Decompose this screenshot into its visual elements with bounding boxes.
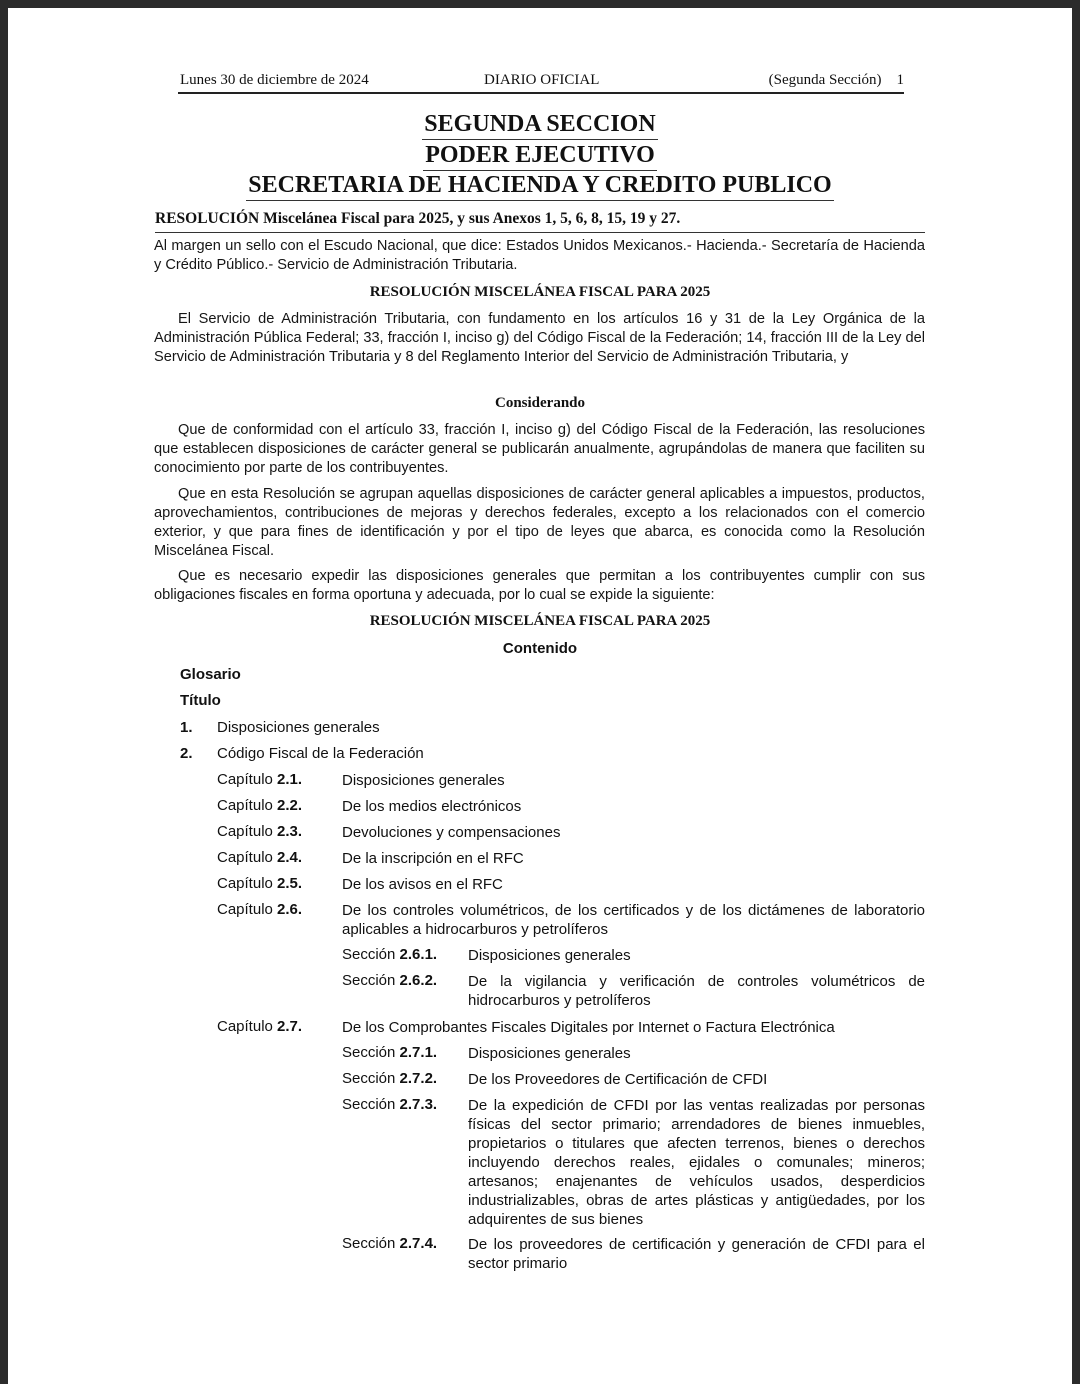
section-label: [342, 946, 437, 963]
intro-paragraph: El Servicio de Administración Tributaria, con fundamento en los artículos 16 y 31 de la Ley Orgánica de la Administración Pública Federal; 33, fracción I, inciso g) del Código Fiscal de la Federación; 14, fracción III de la Ley del Servicio de Administración Tributaria y 8 del Reglamento Interior del Servicio de Administración Tributaria, y: [154, 311, 925, 365]
section-label: [342, 1096, 437, 1113]
section-number: 2.6.2.: [399, 972, 438, 989]
chapter-title: Disposiciones generales: [342, 772, 505, 789]
section-title: Disposiciones generales: [468, 1045, 631, 1062]
chapter-label: [217, 1018, 302, 1035]
resolution-heading: RESOLUCIÓN MISCELÁNEA FISCAL PARA 2025: [369, 284, 711, 300]
chapter-title: Devoluciones y compensaciones: [342, 824, 561, 841]
section-number: 2.7.3.: [399, 1096, 438, 1113]
chapter-number: 2.1.: [277, 771, 303, 788]
section-title: De la vigilancia y verificación de controles volumétricos de hidrocarburos y petrolíferos: [468, 973, 925, 1009]
resolution-summary: [155, 210, 925, 233]
section-word: Sección: [342, 1070, 396, 1087]
toc-title-2-number: 2.: [180, 745, 193, 762]
chapter-number: 2.2.: [277, 797, 303, 814]
page-number: 1: [896, 72, 904, 88]
chapter-label: [217, 875, 302, 892]
running-header: [178, 70, 904, 94]
chapter-label: [217, 823, 302, 840]
chapter-number: 2.5.: [277, 875, 303, 892]
chapter-title: De los avisos en el RFC: [342, 876, 503, 893]
header-section: [769, 72, 904, 89]
ministry-title: [8, 172, 1072, 201]
contenido-heading: Contenido: [502, 640, 578, 657]
considerando-heading: Considerando: [494, 395, 586, 411]
ministry-title-text: SECRETARIA DE HACIENDA Y CREDITO PUBLICO: [246, 172, 833, 201]
chapter-number: 2.7.: [277, 1018, 303, 1035]
section-title-text: SEGUNDA SECCION: [422, 111, 657, 140]
section-label: [342, 1235, 437, 1252]
section-title: Disposiciones generales: [468, 947, 631, 964]
branch-title: [8, 142, 1072, 171]
chapter-word: Capítulo: [217, 849, 273, 866]
section-word: Sección: [342, 972, 396, 989]
section-title: De la expedición de CFDI por las ventas realizadas por personas físicas del sector primario; arrendadores de bienes inmuebles, propietarios o titulares que afecten terrenos, bienes o derechos incluyendo derechos reales, ejidales o comunales; mineros; artesanos; enajenantes de vehículos usados, desperdicios industrializables, obras de artes plásticas y antigüedades, por los adquirentes de sus bienes: [468, 1097, 925, 1228]
section-number: 2.6.1.: [399, 946, 438, 963]
section-label: [342, 1070, 437, 1087]
header-paper-name: DIARIO OFICIAL: [484, 72, 600, 88]
header-section-label: (Segunda Sección): [768, 72, 882, 88]
toc-title-1-text: Disposiciones generales: [217, 719, 380, 736]
chapter-label: [217, 901, 302, 918]
chapter-word: Capítulo: [217, 823, 273, 840]
chapter-word: Capítulo: [217, 875, 273, 892]
chapter-title: De la inscripción en el RFC: [342, 850, 524, 867]
chapter-label: [217, 771, 302, 788]
chapter-number: 2.6.: [277, 901, 303, 918]
toc-glosario: Glosario: [180, 666, 241, 683]
toc-titulo: Título: [180, 692, 221, 709]
section-number: 2.7.4.: [399, 1235, 438, 1252]
section-word: Sección: [342, 1096, 396, 1113]
branch-title-text: PODER EJECUTIVO: [423, 142, 657, 171]
section-title: [8, 111, 1072, 140]
considerando-paragraph-2: Que en esta Resolución se agrupan aquellas disposiciones de carácter general aplicables a impuestos, productos, aprovechamientos, contribuciones de mejoras y derechos federales, excepto a los relacionados con el comercio exterior, y que para fines de identificación y por el tipo de leyes que abarca, es conocida como la Resolución Miscelánea Fiscal.: [154, 486, 925, 559]
section-word: Sección: [342, 1044, 396, 1061]
section-word: Sección: [342, 1235, 396, 1252]
chapter-number: 2.4.: [277, 849, 303, 866]
section-number: 2.7.2.: [399, 1070, 438, 1087]
chapter-word: Capítulo: [217, 1018, 273, 1035]
chapter-number: 2.3.: [277, 823, 303, 840]
chapter-word: Capítulo: [217, 771, 273, 788]
chapter-label: [217, 797, 302, 814]
section-number: 2.7.1.: [399, 1044, 438, 1061]
resolution-rest: Miscelánea Fiscal para 2025, y sus Anexos 1, 5, 6, 8, 15, 19 y 27.: [263, 210, 681, 227]
chapter-title: De los Comprobantes Fiscales Digitales por Internet o Factura Electrónica: [342, 1019, 835, 1036]
toc-title-2-text: Código Fiscal de la Federación: [217, 745, 424, 762]
section-title: De los proveedores de certificación y generación de CFDI para el sector primario: [468, 1236, 925, 1272]
chapter-word: Capítulo: [217, 901, 273, 918]
section-word: Sección: [342, 946, 396, 963]
section-title: De los Proveedores de Certificación de CFDI: [468, 1071, 768, 1088]
resolution-lead: RESOLUCIÓN: [155, 210, 260, 227]
chapter-label: [217, 849, 302, 866]
section-label: [342, 1044, 437, 1061]
considerando-paragraph-1: Que de conformidad con el artículo 33, fracción I, inciso g) del Código Fiscal de la Federación, las resoluciones que establecen disposiciones de carácter general se publicarán anualmente, agrupándolas de manera que faciliten su conocimiento por parte de los contribuyentes.: [154, 422, 925, 476]
document-page: [8, 8, 1072, 1384]
header-date: Lunes 30 de diciembre de 2024: [180, 72, 369, 88]
considerando-paragraph-3: Que es necesario expedir las disposiciones generales que permitan a los contribuyentes cumplir con sus obligaciones fiscales en forma oportuna y adecuada, por lo cual se expide la siguiente:: [154, 568, 925, 603]
toc-title-1-number: 1.: [180, 719, 193, 736]
chapter-word: Capítulo: [217, 797, 273, 814]
chapter-title: De los medios electrónicos: [342, 798, 522, 815]
chapter-title: De los controles volumétricos, de los certificados y de los dictámenes de laboratorio aplicables a hidrocarburos y petrolíferos: [342, 902, 925, 938]
resolution-heading-2: RESOLUCIÓN MISCELÁNEA FISCAL PARA 2025: [369, 613, 711, 629]
section-label: [342, 972, 437, 989]
seal-paragraph: Al margen un sello con el Escudo Nacional, que dice: Estados Unidos Mexicanos.- Hacienda.- Secretaría de Hacienda y Crédito Público.- Servicio de Administración Tributaria.: [154, 238, 925, 273]
